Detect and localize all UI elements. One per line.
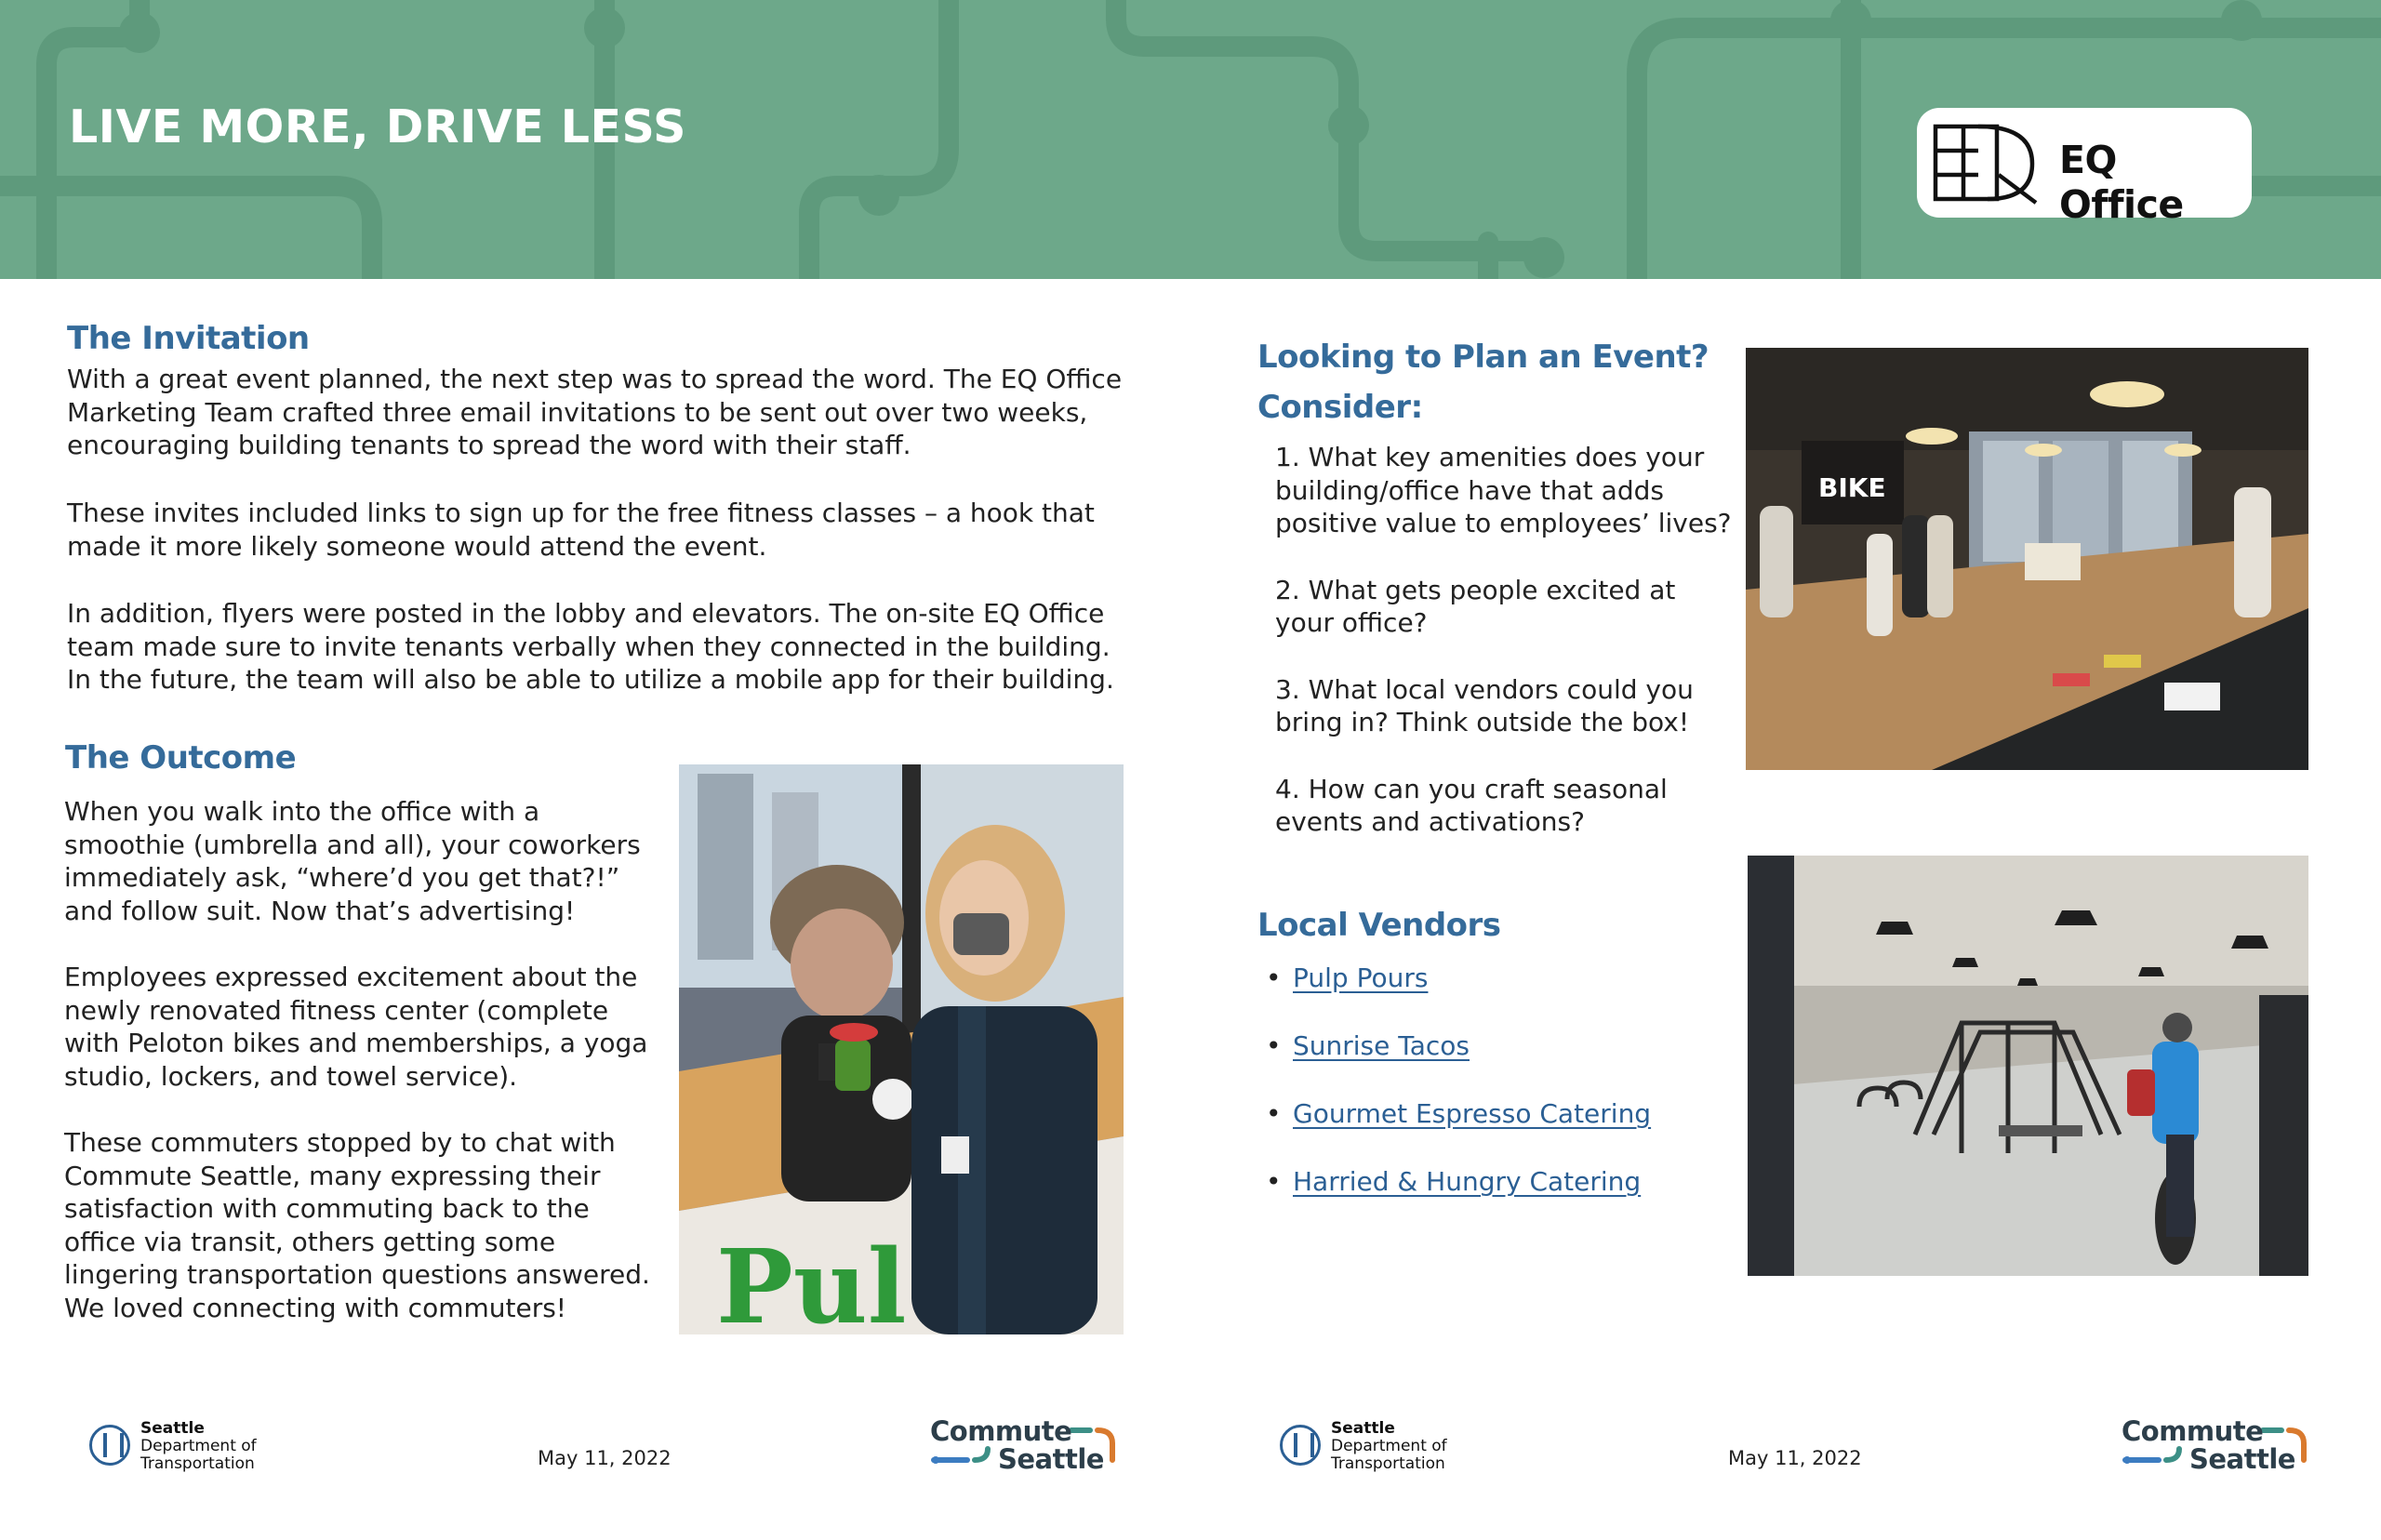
- footer-date-left: May 11, 2022: [538, 1447, 672, 1469]
- invitation-heading: The Invitation: [67, 320, 310, 357]
- sdot-logo-left: [89, 1415, 275, 1480]
- smoothie-sign-text: Pul: [716, 1227, 907, 1334]
- question-list: [1275, 441, 1736, 872]
- eq-office-logo-text: EQ Office: [2059, 138, 2184, 227]
- vendor-item: [1266, 1028, 1651, 1095]
- bike-room-photo: [1748, 856, 2308, 1276]
- outcome-paragraph-2: Employees expressed excitement about the newly renovated fitness center (complete with Peloton bikes and memberships, a yoga studio, lockers, and towel service).: [64, 962, 648, 1092]
- bullet-icon: •: [1266, 1098, 1282, 1129]
- vendor-link-gourmet-espresso[interactable]: Gourmet Espresso Catering: [1293, 1098, 1652, 1129]
- smoothie-photo: [679, 764, 1124, 1334]
- bullet-icon: •: [1266, 1030, 1282, 1061]
- plan-event-consider: Consider:: [1257, 389, 1423, 426]
- bullet-icon: •: [1266, 1166, 1282, 1197]
- eq-office-logo-mark: [1932, 121, 2043, 205]
- footer-date-right: May 11, 2022: [1728, 1447, 1862, 1469]
- sdot-emblem-icon: [89, 1425, 130, 1466]
- vendor-link-harried-hungry[interactable]: Harried & Hungry Catering: [1293, 1166, 1642, 1197]
- invitation-paragraph-3: In addition, flyers were posted in the lobby and elevators. The on-site EQ Office team made sure to invite tenants verbally when they connected in the building. In the future, the team will also be able to utilize a mobile app for their building.: [67, 598, 1114, 695]
- vendor-item: [1266, 960, 1651, 1028]
- vendor-list: [1266, 960, 1651, 1231]
- sdot-emblem-icon: [1280, 1425, 1321, 1466]
- eq-office-logo: [1917, 108, 2252, 227]
- commute-seattle-line-1: Commute: [930, 1415, 1072, 1447]
- sdot-logo-right: [1280, 1415, 1466, 1480]
- bullet-icon: •: [1266, 962, 1282, 993]
- local-vendors-heading: Local Vendors: [1257, 907, 1501, 944]
- sdot-logo-line-1: Seattle: [140, 1419, 205, 1438]
- outcome-paragraph-1: When you walk into the office with a smoothie (umbrella and all), your coworkers immediately ask, “where’d you get that?!” and follow suit. Now that’s advertising!: [64, 796, 641, 926]
- invitation-paragraph-2: These invites included links to sign up for the free fitness classes – a hook that made it more likely someone would attend the event.: [67, 498, 1095, 562]
- sdot-logo-line-2: Department of: [140, 1437, 257, 1455]
- vendor-link-sunrise-tacos[interactable]: Sunrise Tacos: [1293, 1030, 1470, 1061]
- lobby-bike-sign: BIKE: [1818, 472, 1886, 503]
- sdot-logo-line-1: Seattle: [1331, 1419, 1395, 1438]
- sdot-logo-line-3: Transportation: [140, 1454, 255, 1473]
- commute-seattle-logo-right: [2122, 1415, 2317, 1475]
- sdot-logo-line-3: Transportation: [1331, 1454, 1445, 1473]
- commute-seattle-line-2: Seattle: [998, 1443, 1104, 1475]
- outcome-heading: The Outcome: [65, 739, 297, 777]
- outcome-paragraph-3: These commuters stopped by to chat with Commute Seattle, many expressing their satisfaction with commuting back to the office via transit, others getting some lingering transportation questions answered. We loved connecting with commuters!: [64, 1127, 650, 1323]
- commute-seattle-logo-left: [930, 1415, 1125, 1475]
- header-banner: [0, 0, 2381, 279]
- plan-event-heading: Looking to Plan an Event?: [1257, 339, 1709, 376]
- question-item: 4. How can you craft seasonal events and activations?: [1275, 773, 1668, 837]
- vendor-link-pulp-pours[interactable]: Pulp Pours: [1293, 962, 1429, 993]
- question-item: 2. What gets people excited at your office?: [1275, 574, 1676, 638]
- commute-seattle-line-2: Seattle: [2189, 1443, 2295, 1475]
- question-item: 3. What local vendors could you bring in? Think outside the box!: [1275, 673, 1694, 737]
- banner-title: LIVE MORE, DRIVE LESS: [69, 100, 686, 153]
- commute-seattle-line-1: Commute: [2122, 1415, 2264, 1447]
- question-item: 1. What key amenities does your building/office have that adds positive value to employees’ lives?: [1275, 442, 1732, 538]
- invitation-paragraph-1: With a great event planned, the next step was to spread the word. The EQ Office Marketing Team crafted three email invitations to be sent out over two weeks, encouraging building tenants to spread the word with their staff.: [67, 364, 1123, 460]
- lobby-photo: [1746, 348, 2308, 770]
- vendor-item: [1266, 1163, 1651, 1231]
- vendor-item: [1266, 1095, 1651, 1163]
- sdot-logo-line-2: Department of: [1331, 1437, 1447, 1455]
